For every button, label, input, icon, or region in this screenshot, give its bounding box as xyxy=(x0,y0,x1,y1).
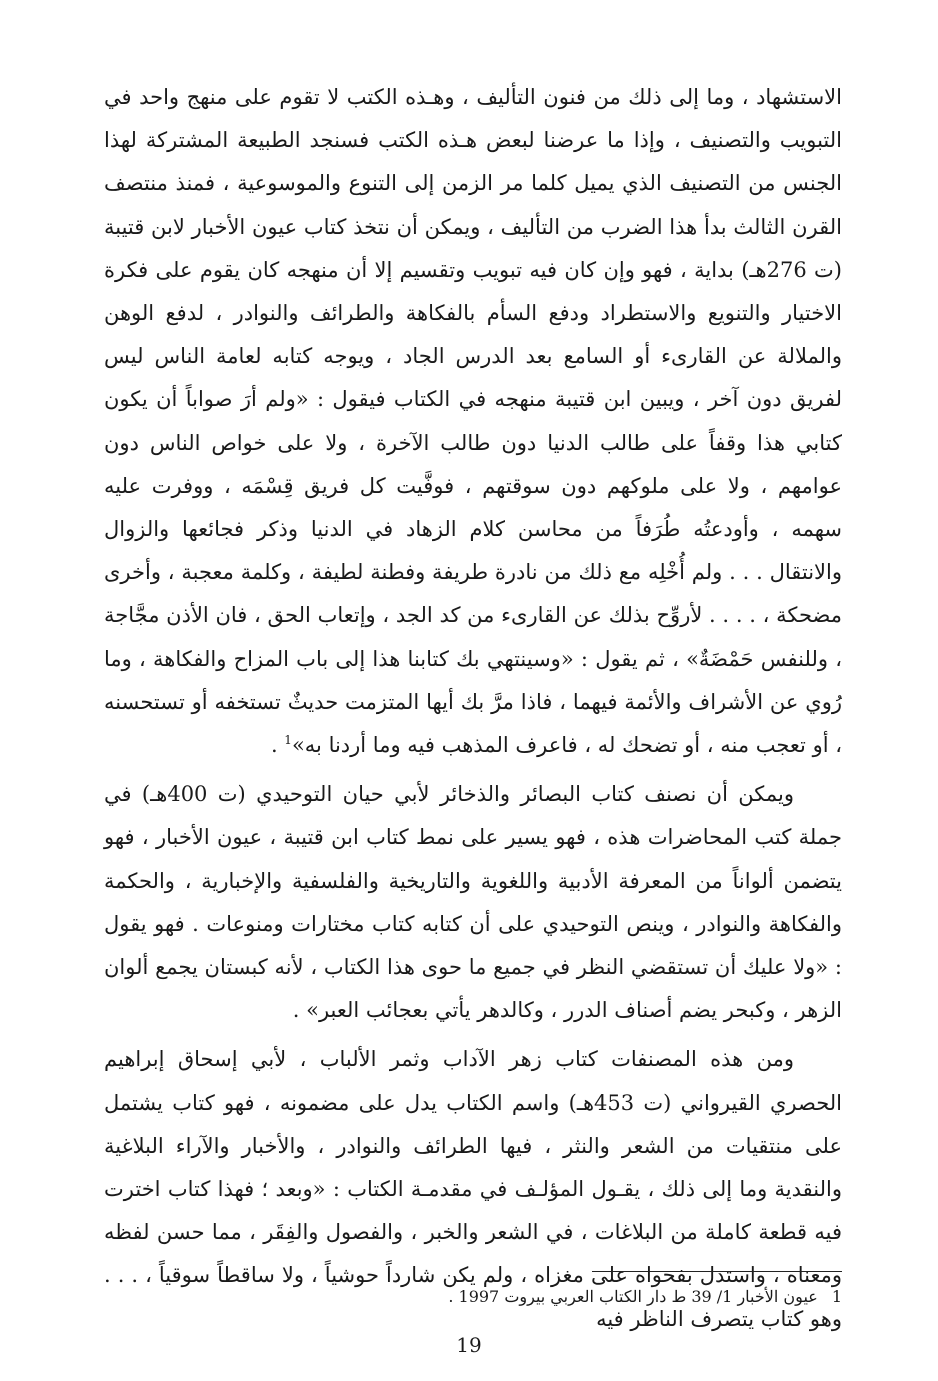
page-number: 19 xyxy=(456,1333,482,1357)
paragraph-1 xyxy=(104,76,842,767)
footnote-number: 1 xyxy=(831,1287,842,1306)
footnote xyxy=(102,1286,842,1308)
footnote-text: عيون الأخبار 1/ 39 ط دار الكتاب العربي بيروت 1997 . xyxy=(448,1287,818,1306)
paragraph-1-end: . xyxy=(270,733,285,758)
footnote-marker: 1 xyxy=(284,733,292,748)
footnote-divider xyxy=(592,1271,842,1272)
paragraph-2: ويمكن أن نصنف كتاب البصائر والذخائر لأبي حيان التوحيدي (ت 400هـ) في جملة كتب المحاضرات هذه ، فهو يسير على نمط كتاب ابن قتيبة ، عيون الأخبار ، فهو يتضمن ألواناً من المعرفة الأدبية واللغوية والتاريخية والفلسفية والإخبارية ، والحكمة والفكاهة والنوادر ، وينص التوحيدي على أن كتابه كتاب مختارات ومنوعات . فهو يقول : «ولا عليك أن تستقضي النظر في جميع ما حوى هذا الكتاب ، لأنه كبستان يجمع ألوان الزهر ، وكبحر يضم أصناف الدرر ، وكالدهر يأتي بعجائب العبر» . xyxy=(104,782,842,1023)
paragraph-3: ومن هذه المصنفات كتاب زهر الآداب وثمر الألباب ، لأبي إسحاق إبراهيم الحصري القيرواني (ت 453هـ) واسم الكتاب يدل على مضمونه ، فهو كتاب يشتمل على منتقيات من الشعر والنثر ، فيها الطرائف والنوادر ، والأخبار والآراء البلاغية والنقدية وما إلى ذلك ، يقـول المؤلـف في مقدمـة الكتاب : «وبعد ؛ فهذا كتاب اخترت فيه قطعة كاملة من البلاغات ، في الشعر والخبر ، والفصول والفِقَر ، مما حسن لفظه ومعناه ، واستدل بفحواه على مغزاه ، ولم يكن شارداً حوشياً ، ولا ساقطاً سوقياً ، . . . وهو كتاب يتصرف الناظر فيه xyxy=(104,1047,842,1331)
paragraph-1-text: الاستشهاد ، وما إلى ذلك من فنون التأليف ، وهـذه الكتب لا تقوم على منهج واحد في التبويب والتصنيف ، وإذا ما عرضنا لبعض هـذه الكتب فسنجد الطبيعة المشتركة لهذا الجنس من التصنيف الذي يميل كلما مر الزمن إلى التنوع والموسوعية ، فمنذ منتصف القرن الثالث بدأ هذا الضرب من التأليف ، ويمكن أن نتخذ كتاب عيون الأخبار لابن قتيبة (ت 276هـ) بداية ، فهو وإن كان فيه تبويب وتقسيم إلا أن منهجه كان يقوم على فكرة الاختيار والتنويع والاستطراد ودفع السأم بالفكاهة والطرائف والنوادر ، لدفع الوهن والملالة عن القارىء أو السامع بعد الدرس الجاد ، ويوجه كتابه لعامة الناس ليس لفريق دون آخر ، ويبين ابن قتيبة منهجه في الكتاب فيقول : «ولم أرَ صواباً أن يكون كتابي هذا وقفاً على طالب الدنيا دون طالب الآخرة ، ولا على خواص الناس دون عوامهم ، ولا على ملوكهم دون سوقتهم ، فوفَّيت كل فريق قِسْمَه ، ووفرت عليه سهمه ، وأودعتُه طُرَفاً من محاسن كلام الزهاد في الدنيا وذكر فجائعها والزوال والانتقال . . . ولم أُخْلِه مع ذلك من نادرة طريفة وفطنة لطيفة ، وكلمة معجبة ، وأخرى مضحكة ، . . . . لأروِّح بذلك عن القارىء من كد الجد ، وإتعاب الحق ، فان الأذن مجَّاجة ، وللنفس حَمْضَةٌ» ، ثم يقول : «وسينتهي بك كتابنا هذا إلى باب المزاح والفكاهة ، وما رُوي عن الأشراف والأئمة فيهما ، فاذا مرَّ بك أيها المتزمت حديثٌ تستخفه أو تستحسنه ، أو تعجب منه ، أو تضحك له ، فاعرف المذهب فيه وما أردنا به» xyxy=(104,85,843,758)
